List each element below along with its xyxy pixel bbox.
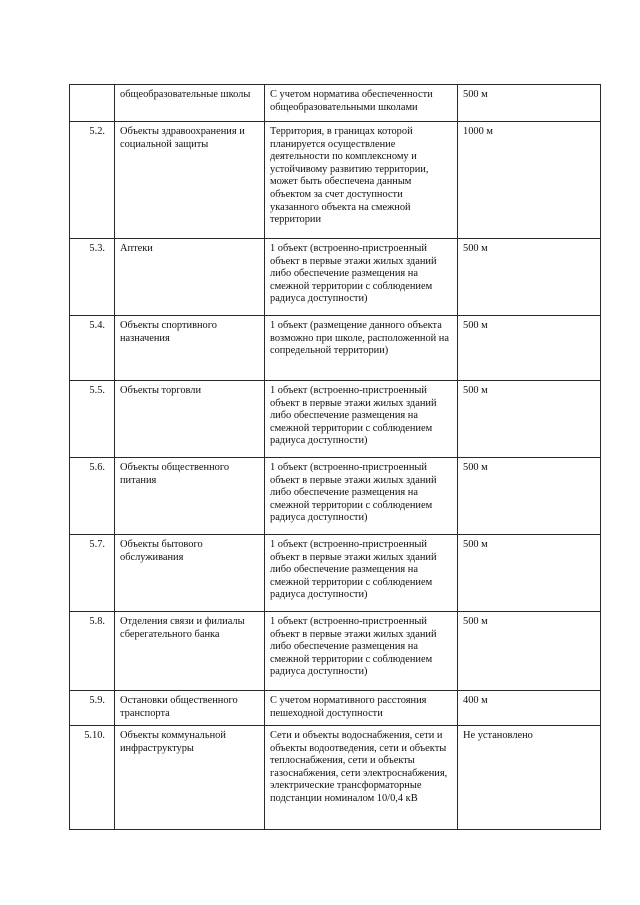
provision-description: 1 объект (встроенно-пристроенный объект в первые этажи жилых зданий либо обеспечение размещения на смежной территории с соблюдением радиуса доступности)	[265, 535, 458, 612]
accessibility-distance: 500 м	[458, 381, 601, 458]
row-number: 5.2.	[70, 122, 115, 239]
accessibility-distance: 1000 м	[458, 122, 601, 239]
provision-description: 1 объект (встроенно-пристроенный объект в первые этажи жилых зданий либо обеспечение размещения на смежной территории с соблюдением радиуса доступности)	[265, 458, 458, 535]
table-row	[70, 239, 601, 316]
table-row	[70, 535, 601, 612]
object-name: Объекты спортивного назначения	[115, 316, 265, 381]
object-name: Остановки общественного транспорта	[115, 691, 265, 726]
object-name: Отделения связи и филиалы сберегательного банка	[115, 612, 265, 691]
provision-description: 1 объект (встроенно-пристроенный объект в первые этажи жилых зданий либо обеспечение размещения на смежной территории с соблюдением радиуса доступности)	[265, 612, 458, 691]
accessibility-distance: 500 м	[458, 458, 601, 535]
object-name: Объекты бытового обслуживания	[115, 535, 265, 612]
provision-description: Территория, в границах которой планируется осуществление деятельности по комплексному и устойчивому развитию территории, может быть обеспечена данным объектом за счет доступности указанного объекта на смежной территории	[265, 122, 458, 239]
provision-description: С учетом нормативного расстояния пешеходной доступности	[265, 691, 458, 726]
row-number: 5.10.	[70, 726, 115, 830]
provision-description: Сети и объекты водоснабжения, сети и объекты водоотведения, сети и объекты теплоснабжения, сети и объекты газоснабжения, сети электроснабжения, электрические трансформаторные подстанции номиналом 10/0,4 кВ	[265, 726, 458, 830]
provision-description: 1 объект (встроенно-пристроенный объект в первые этажи жилых зданий либо обеспечение размещения на смежной территории с соблюдением радиуса доступности)	[265, 239, 458, 316]
row-number: 5.7.	[70, 535, 115, 612]
accessibility-distance: 500 м	[458, 535, 601, 612]
object-name: Объекты коммунальной инфраструктуры	[115, 726, 265, 830]
table-row	[70, 726, 601, 830]
provision-description: 1 объект (размещение данного объекта возможно при школе, расположенной на сопредельной территории)	[265, 316, 458, 381]
provision-description: 1 объект (встроенно-пристроенный объект в первые этажи жилых зданий либо обеспечение размещения на смежной территории с соблюдением радиуса доступности)	[265, 381, 458, 458]
accessibility-distance: 500 м	[458, 612, 601, 691]
row-number: 5.4.	[70, 316, 115, 381]
table-row	[70, 122, 601, 239]
accessibility-distance: 400 м	[458, 691, 601, 726]
row-number: 5.3.	[70, 239, 115, 316]
table-row	[70, 316, 601, 381]
table-row	[70, 85, 601, 122]
object-name: Объекты здравоохранения и социальной защиты	[115, 122, 265, 239]
accessibility-distance: 500 м	[458, 316, 601, 381]
table-row	[70, 612, 601, 691]
accessibility-distance: 500 м	[458, 239, 601, 316]
row-number: 5.6.	[70, 458, 115, 535]
table-row	[70, 458, 601, 535]
object-name: Объекты торговли	[115, 381, 265, 458]
provision-description: С учетом норматива обеспеченности общеобразовательными школами	[265, 85, 458, 122]
accessibility-distance: Не установлено	[458, 726, 601, 830]
accessibility-distance: 500 м	[458, 85, 601, 122]
object-name: общеобразовательные школы	[115, 85, 265, 122]
row-number: 5.9.	[70, 691, 115, 726]
table-row	[70, 381, 601, 458]
row-number: 5.5.	[70, 381, 115, 458]
table-row	[70, 691, 601, 726]
object-name: Аптеки	[115, 239, 265, 316]
row-number: 5.8.	[70, 612, 115, 691]
row-number	[70, 85, 115, 122]
object-name: Объекты общественного питания	[115, 458, 265, 535]
norms-table	[69, 84, 601, 830]
